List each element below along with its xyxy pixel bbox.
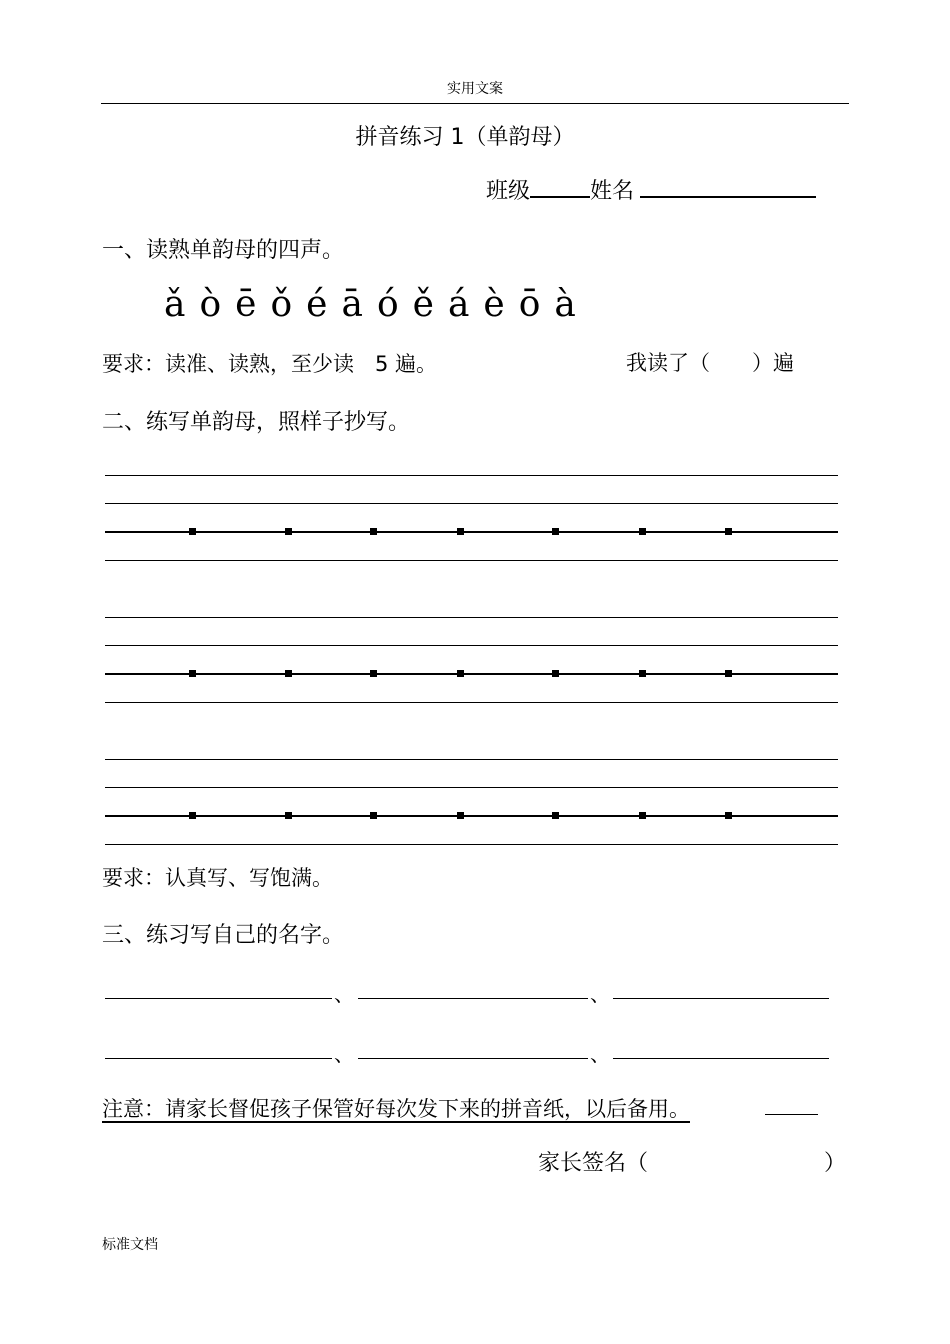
name-blank-line[interactable]: [105, 1058, 332, 1059]
grid-tick-mark: [189, 812, 196, 819]
name-blank[interactable]: [640, 195, 816, 198]
worksheet-title: 拼音练习 1（单韵母）: [355, 125, 575, 150]
grid-line: [105, 759, 838, 760]
read-count-field[interactable]: 我读了（ ）遍: [626, 351, 794, 375]
pinyin-letter: è: [483, 284, 505, 325]
pinyin-letter: ā: [341, 284, 363, 325]
grid-tick-mark: [189, 670, 196, 677]
grid-tick-mark: [552, 812, 559, 819]
parent-signature-field[interactable]: 家长签名（ ）: [538, 1151, 847, 1176]
name-blank-line[interactable]: [613, 1058, 829, 1059]
grid-tick-mark: [552, 670, 559, 677]
grid-tick-mark: [457, 812, 464, 819]
header-divider: [101, 103, 849, 104]
grid-tick-mark: [285, 812, 292, 819]
grid-tick-mark: [725, 528, 732, 535]
grid-line: [105, 617, 838, 618]
grid-tick-mark: [189, 528, 196, 535]
pinyin-letter: ǒ: [270, 284, 293, 325]
grid-tick-mark: [725, 670, 732, 677]
pinyin-letter: é: [306, 284, 328, 325]
grid-tick-mark: [285, 528, 292, 535]
pinyin-letter: ō: [518, 284, 541, 325]
name-separator: 、: [334, 982, 354, 1006]
pinyin-letter: ě: [412, 284, 434, 325]
grid-line: [105, 844, 838, 845]
grid-tick-mark: [639, 670, 646, 677]
section1-heading: 一、读熟单韵母的四声。: [102, 238, 345, 263]
grid-tick-mark: [370, 528, 377, 535]
grid-tick-mark: [639, 528, 646, 535]
name-separator: 、: [590, 982, 610, 1006]
grid-line: [105, 787, 838, 788]
grid-tick-mark: [370, 812, 377, 819]
grid-line: [105, 503, 838, 504]
grid-tick-mark: [370, 670, 377, 677]
pinyin-letter: ò: [199, 284, 222, 325]
grid-tick-mark: [457, 670, 464, 677]
grid-line: [105, 702, 838, 703]
name-separator: 、: [590, 1042, 610, 1066]
class-label: 班级: [486, 179, 531, 204]
page-footer: 标准文档: [102, 1237, 158, 1253]
grid-tick-mark: [285, 670, 292, 677]
name-blank-line[interactable]: [105, 998, 332, 999]
pinyin-letter: ē: [235, 284, 257, 325]
parent-note: 注意：请家长督促孩子保管好每次发下来的拼音纸，以后备用。: [102, 1097, 690, 1121]
pinyin-letter: ǎ: [164, 284, 186, 325]
name-label: 姓名: [590, 179, 635, 204]
grid-tick-mark: [639, 812, 646, 819]
section2-heading: 二、练写单韵母，照样子抄写。: [102, 410, 411, 435]
grid-line: [105, 475, 838, 476]
pinyin-tone-row: [164, 284, 590, 325]
pinyin-letter: à: [554, 284, 576, 325]
grid-tick-mark: [457, 528, 464, 535]
name-separator: 、: [334, 1042, 354, 1066]
grid-tick-mark: [552, 528, 559, 535]
class-blank[interactable]: [530, 195, 590, 198]
pinyin-letter: ó: [376, 284, 399, 325]
name-blank-line[interactable]: [358, 1058, 588, 1059]
page-header: 实用文案: [447, 81, 503, 97]
reading-requirement: 要求：读准、读熟，至少读 5 遍。: [102, 352, 438, 376]
pinyin-letter: á: [447, 284, 470, 325]
grid-tick-mark: [725, 812, 732, 819]
note-underline-extension: [765, 1114, 818, 1115]
writing-requirement: 要求：认真写、写饱满。: [102, 866, 333, 890]
name-blank-line[interactable]: [358, 998, 588, 999]
student-info-row: [486, 174, 816, 205]
section3-heading: 三、练习写自己的名字。: [102, 923, 345, 948]
name-blank-line[interactable]: [613, 998, 829, 999]
grid-line: [105, 560, 838, 561]
grid-line: [105, 645, 838, 646]
